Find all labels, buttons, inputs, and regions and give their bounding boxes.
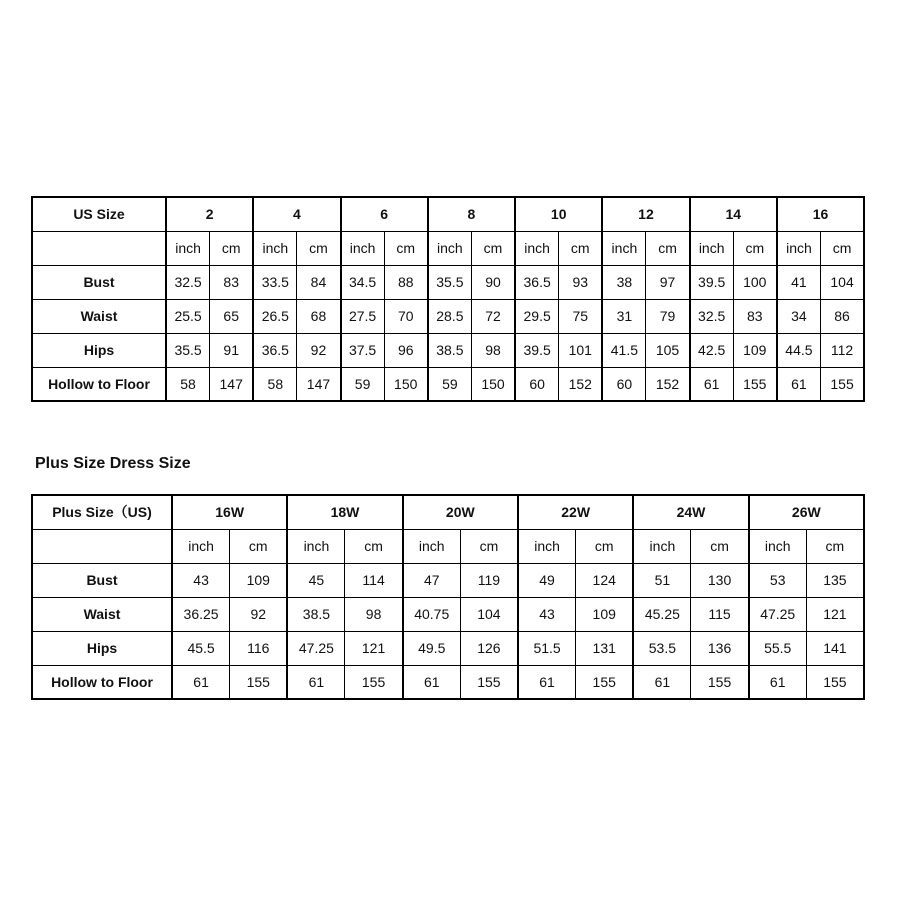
table-cell: 61 — [518, 665, 576, 699]
unit-row — [32, 231, 864, 265]
table-cell: 47.25 — [749, 597, 807, 631]
unit-cm: cm — [559, 231, 603, 265]
table-cell: 37.5 — [341, 333, 385, 367]
size-header: 12 — [602, 197, 689, 231]
table-cell: 51 — [633, 563, 691, 597]
table-cell: 104 — [820, 265, 864, 299]
table-cell: 75 — [559, 299, 603, 333]
row-label: Bust — [32, 265, 166, 299]
table-cell: 104 — [460, 597, 518, 631]
table-cell: 34.5 — [341, 265, 385, 299]
table-cell: 53.5 — [633, 631, 691, 665]
unit-inch: inch — [166, 231, 210, 265]
table-cell: 60 — [515, 367, 559, 401]
table-cell: 155 — [820, 367, 864, 401]
table-cell: 61 — [172, 665, 230, 699]
table-cell: 101 — [559, 333, 603, 367]
plus-size-table — [31, 494, 865, 700]
table-cell: 155 — [806, 665, 864, 699]
table-cell: 141 — [806, 631, 864, 665]
table-cell: 51.5 — [518, 631, 576, 665]
table-cell: 150 — [384, 367, 428, 401]
table-cell: 47 — [403, 563, 461, 597]
unit-inch: inch — [172, 529, 230, 563]
unit-cm: cm — [646, 231, 690, 265]
table-cell: 61 — [690, 367, 734, 401]
table-row — [32, 265, 864, 299]
table-cell: 61 — [633, 665, 691, 699]
size-header: 18W — [287, 495, 402, 529]
table-cell: 121 — [345, 631, 403, 665]
unit-inch: inch — [515, 231, 559, 265]
unit-inch: inch — [403, 529, 461, 563]
table-cell: 109 — [230, 563, 288, 597]
table-cell: 109 — [733, 333, 777, 367]
corner-label: Plus Size（US) — [32, 495, 172, 529]
table-cell: 39.5 — [515, 333, 559, 367]
unit-inch: inch — [749, 529, 807, 563]
row-label: Waist — [32, 597, 172, 631]
row-label: Waist — [32, 299, 166, 333]
table-cell: 55.5 — [749, 631, 807, 665]
unit-cm: cm — [471, 231, 515, 265]
table-cell: 58 — [166, 367, 210, 401]
size-header: 20W — [403, 495, 518, 529]
table-cell: 135 — [806, 563, 864, 597]
table-cell: 70 — [384, 299, 428, 333]
table-cell: 42.5 — [690, 333, 734, 367]
size-header: 16 — [777, 197, 864, 231]
table-cell: 28.5 — [428, 299, 472, 333]
table-cell: 35.5 — [166, 333, 210, 367]
table-cell: 41 — [777, 265, 821, 299]
row-label: Hollow to Floor — [32, 367, 166, 401]
table-cell: 152 — [559, 367, 603, 401]
unit-cm: cm — [733, 231, 777, 265]
unit-cm: cm — [460, 529, 518, 563]
row-label: Hollow to Floor — [32, 665, 172, 699]
table-cell: 147 — [210, 367, 254, 401]
table-cell: 61 — [749, 665, 807, 699]
row-label: Bust — [32, 563, 172, 597]
size-header: 6 — [341, 197, 428, 231]
table-cell: 115 — [691, 597, 749, 631]
row-label: Hips — [32, 631, 172, 665]
table-cell: 155 — [691, 665, 749, 699]
size-header: 14 — [690, 197, 777, 231]
table-cell: 92 — [230, 597, 288, 631]
table-cell: 34 — [777, 299, 821, 333]
table-cell: 25.5 — [166, 299, 210, 333]
unit-inch: inch — [777, 231, 821, 265]
table-cell: 72 — [471, 299, 515, 333]
table-cell: 150 — [471, 367, 515, 401]
size-header-row — [32, 197, 864, 231]
unit-cm: cm — [384, 231, 428, 265]
unit-cm: cm — [806, 529, 864, 563]
unit-row — [32, 529, 864, 563]
table-cell: 36.5 — [515, 265, 559, 299]
table-cell: 90 — [471, 265, 515, 299]
row-label: Hips — [32, 333, 166, 367]
table-cell: 93 — [559, 265, 603, 299]
size-header: 8 — [428, 197, 515, 231]
table-cell: 65 — [210, 299, 254, 333]
table-cell: 32.5 — [166, 265, 210, 299]
table-cell: 61 — [403, 665, 461, 699]
table-cell: 40.75 — [403, 597, 461, 631]
size-header-row — [32, 495, 864, 529]
table-cell: 59 — [428, 367, 472, 401]
table-cell: 98 — [345, 597, 403, 631]
unit-cm: cm — [210, 231, 254, 265]
table-cell: 58 — [253, 367, 297, 401]
table-cell: 38 — [602, 265, 646, 299]
size-header: 4 — [253, 197, 340, 231]
unit-cm: cm — [230, 529, 288, 563]
table-cell: 49.5 — [403, 631, 461, 665]
unit-inch: inch — [518, 529, 576, 563]
table-cell: 147 — [297, 367, 341, 401]
table-cell: 86 — [820, 299, 864, 333]
size-header: 22W — [518, 495, 633, 529]
table-cell: 92 — [297, 333, 341, 367]
table-cell: 131 — [576, 631, 634, 665]
table-cell: 100 — [733, 265, 777, 299]
table-cell: 155 — [345, 665, 403, 699]
table-cell: 45.5 — [172, 631, 230, 665]
plus-size-title: Plus Size Dress Size — [35, 455, 191, 472]
table-cell: 114 — [345, 563, 403, 597]
table-cell: 27.5 — [341, 299, 385, 333]
table-cell: 36.5 — [253, 333, 297, 367]
table-cell: 47.25 — [287, 631, 345, 665]
table-cell: 45 — [287, 563, 345, 597]
unit-cm: cm — [297, 231, 341, 265]
table-cell: 126 — [460, 631, 518, 665]
table-cell: 60 — [602, 367, 646, 401]
unit-cm: cm — [820, 231, 864, 265]
table-row — [32, 563, 864, 597]
table-cell: 31 — [602, 299, 646, 333]
table-cell: 116 — [230, 631, 288, 665]
size-header: 16W — [172, 495, 287, 529]
table-cell: 96 — [384, 333, 428, 367]
table-cell: 26.5 — [253, 299, 297, 333]
table-row — [32, 367, 864, 401]
table-cell: 32.5 — [690, 299, 734, 333]
table-cell: 84 — [297, 265, 341, 299]
table-cell: 49 — [518, 563, 576, 597]
table-cell: 83 — [210, 265, 254, 299]
table-cell: 97 — [646, 265, 690, 299]
table-cell: 68 — [297, 299, 341, 333]
table-row — [32, 665, 864, 699]
unit-inch: inch — [690, 231, 734, 265]
table-cell: 119 — [460, 563, 518, 597]
unit-inch: inch — [287, 529, 345, 563]
table-cell: 36.25 — [172, 597, 230, 631]
size-header: 2 — [166, 197, 253, 231]
table-cell: 83 — [733, 299, 777, 333]
table-cell: 79 — [646, 299, 690, 333]
table-cell: 155 — [460, 665, 518, 699]
table-cell: 45.25 — [633, 597, 691, 631]
corner-label: US Size — [32, 197, 166, 231]
unit-inch: inch — [428, 231, 472, 265]
unit-inch: inch — [633, 529, 691, 563]
size-header: 26W — [749, 495, 864, 529]
table-cell: 61 — [777, 367, 821, 401]
table-cell: 105 — [646, 333, 690, 367]
table-row — [32, 333, 864, 367]
us-size-table — [31, 196, 865, 402]
unit-inch: inch — [602, 231, 646, 265]
table-row — [32, 631, 864, 665]
unit-inch: inch — [341, 231, 385, 265]
table-cell: 88 — [384, 265, 428, 299]
table-cell: 98 — [471, 333, 515, 367]
size-header: 24W — [633, 495, 748, 529]
empty-cell — [32, 231, 166, 265]
table-cell: 130 — [691, 563, 749, 597]
table-row — [32, 299, 864, 333]
table-cell: 41.5 — [602, 333, 646, 367]
table-cell: 136 — [691, 631, 749, 665]
table-cell: 33.5 — [253, 265, 297, 299]
table-cell: 124 — [576, 563, 634, 597]
table-cell: 39.5 — [690, 265, 734, 299]
table-cell: 43 — [172, 563, 230, 597]
table-cell: 38.5 — [428, 333, 472, 367]
unit-cm: cm — [691, 529, 749, 563]
table-cell: 152 — [646, 367, 690, 401]
table-cell: 155 — [230, 665, 288, 699]
table-cell: 29.5 — [515, 299, 559, 333]
table-cell: 44.5 — [777, 333, 821, 367]
table-cell: 59 — [341, 367, 385, 401]
table-cell: 53 — [749, 563, 807, 597]
table-cell: 43 — [518, 597, 576, 631]
size-header: 10 — [515, 197, 602, 231]
table-cell: 61 — [287, 665, 345, 699]
table-cell: 91 — [210, 333, 254, 367]
table-cell: 38.5 — [287, 597, 345, 631]
table-cell: 155 — [576, 665, 634, 699]
table-cell: 112 — [820, 333, 864, 367]
table-row — [32, 597, 864, 631]
table-cell: 109 — [576, 597, 634, 631]
table-cell: 121 — [806, 597, 864, 631]
unit-inch: inch — [253, 231, 297, 265]
unit-cm: cm — [576, 529, 634, 563]
unit-cm: cm — [345, 529, 403, 563]
table-cell: 35.5 — [428, 265, 472, 299]
empty-cell — [32, 529, 172, 563]
table-cell: 155 — [733, 367, 777, 401]
